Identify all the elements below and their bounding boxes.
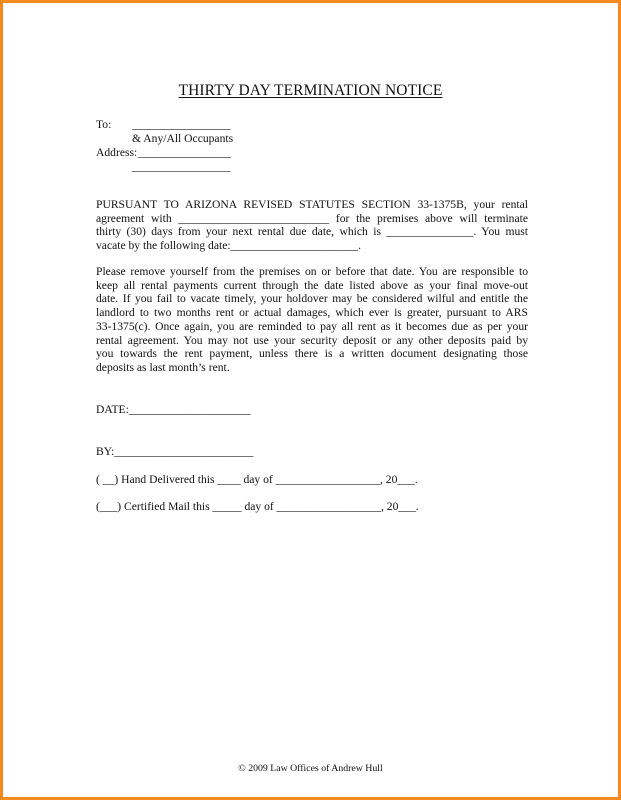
paragraph-line: you towards the rent payment, unless there is a written document designating those [96,347,528,361]
copyright-footer: © 2009 Law Offices of Andrew Hull [238,763,383,774]
address-blank-second: _________________ [132,160,231,173]
paragraph-line: thirty (30) days from your next rental due date, which is _______________. You must [96,225,528,239]
occupants-line: & Any/All Occupants [132,132,234,145]
certified-mail-line: (___) Certified Mail this _____ day of __________________, 20___. [96,500,419,513]
paragraph-line: vacate by the following date:______________________. [96,239,361,253]
document-title: THIRTY DAY TERMINATION NOTICE [178,82,443,99]
to-blank: _________________ [132,118,231,131]
paragraph-line: agreement with __________________________ for the premises above will terminate [96,211,528,225]
paragraph-line: deposits as last month’s rent. [96,360,230,374]
paragraph-line: date. If you fail to vacate timely, your holdover may be considered wilful and entitle the [96,292,528,306]
address-label: Address: [96,146,138,159]
to-label: To: [96,118,112,131]
paragraph-line: 33-1375(c). Once again, you are reminded to pay all rent as it becomes due as per your [96,319,528,333]
paragraph-line: keep all rental payments current through the date listed above as your final move-out [96,278,528,292]
paragraph-line: landlord to two months rent or actual damages, which ever is greater, pursuant to ARS [96,306,528,320]
paragraph-line: Please remove yourself from the premises on or before that date. You are responsible to [96,265,528,278]
paragraph-line: PURSUANT TO ARIZONA REVISED STATUTES SECTION 33-1375B, your rental [96,198,528,211]
paragraph-termination [96,198,528,253]
address-blank: ________________ [138,146,231,159]
paragraph-line: rental agreement. You may not use your security deposit or any other deposits paid by [96,333,528,347]
paragraph-vacate [96,265,528,375]
signature-by-line: BY:________________________ [96,445,254,458]
hand-delivered-line: ( __) Hand Delivered this ____ day of __________________, 20___. [96,473,418,486]
date-line: DATE:_____________________ [96,403,251,416]
